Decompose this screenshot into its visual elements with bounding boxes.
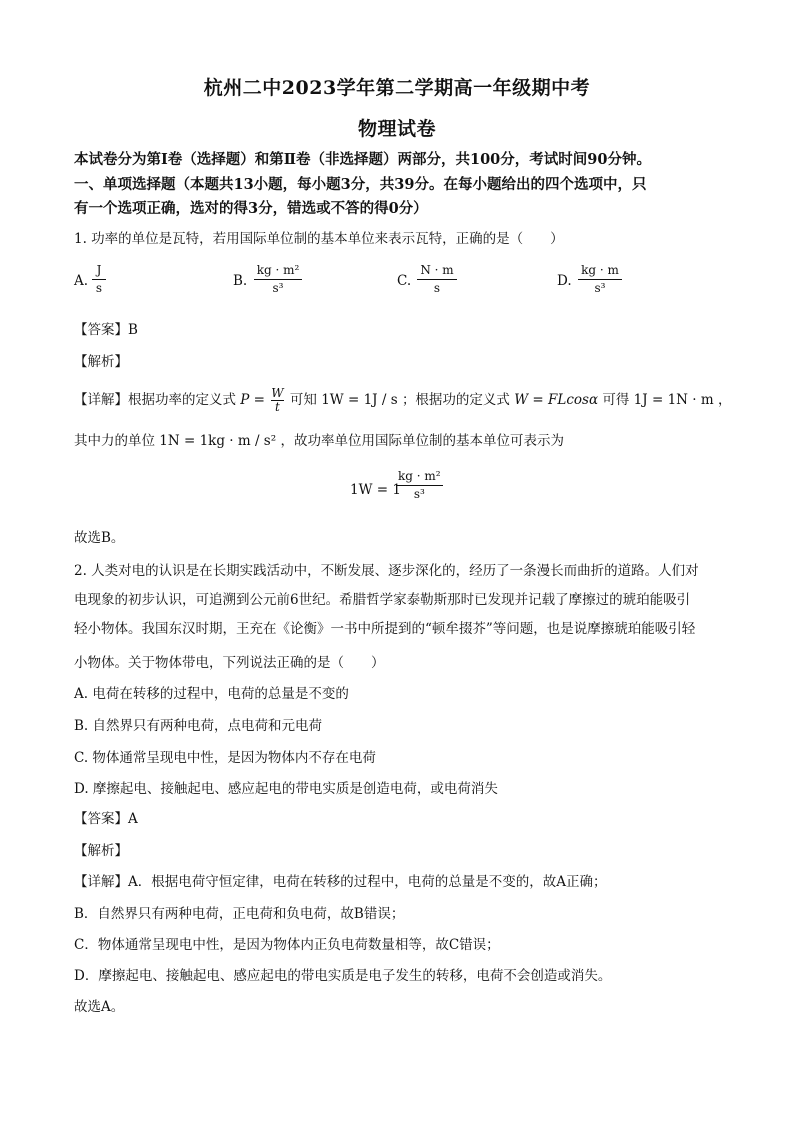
q2-stem-line3: 轻小物体。我国东汉时期，王充在《论衡》一书中所提到的“顿牟掇芥”等问题，也是说摩擦琥珀能吸引轻 xyxy=(74,621,696,637)
q1-option-b-fraction xyxy=(254,263,302,295)
q1-detail-fraction xyxy=(271,387,283,414)
q1-detail-line1 xyxy=(74,387,731,414)
q1-detail-end1: ， xyxy=(717,392,732,408)
q2-detail-c: C．物体通常呈现电中性，是因为物体内正负电荷数量相等，故C错误； xyxy=(74,937,500,953)
q1-detail-eq1: 1W = 1J / s xyxy=(321,392,398,408)
q2-stem-line4: 小物体。关于物体带电，下列说法正确的是（ ） xyxy=(74,655,385,671)
q1-detail-eq4: 1N = 1kg · m / s² xyxy=(159,433,277,449)
exam-instructions: 本试卷分为第Ⅰ卷（选择题）和第Ⅱ卷（非选择题）两部分，共100分，考试时间90分钟。 xyxy=(74,151,651,168)
q1-option-a-fraction xyxy=(92,263,106,295)
q1-option-d-letter: D. xyxy=(557,273,572,289)
q1-option-b-den: s³ xyxy=(272,281,284,295)
q1-detail-line2 xyxy=(74,429,564,449)
q1-detail-mid2: ；根据功的定义式 xyxy=(401,392,510,408)
q1-display-den: s³ xyxy=(413,487,425,501)
exam-subtitle: 物理试卷 xyxy=(357,118,436,140)
q1-option-b-letter: B. xyxy=(233,273,248,289)
q1-option-b-num: kg · m² xyxy=(256,263,300,277)
q1-stem: 1. 功率的单位是瓦特，若用国际单位制的基本单位来表示瓦特，正确的是（ ） xyxy=(74,231,564,247)
fraction-bar xyxy=(254,279,302,280)
q1-option-c-fraction xyxy=(417,263,457,295)
q2-stem-line1: 2. 人类对电的认识是在长期实践活动中，不断发展、逐步深化的，经历了一条漫长而曲折的道路。人们对 xyxy=(74,563,699,579)
q2-option-a: A. 电荷在转移的过程中，电荷的总量是不变的 xyxy=(74,686,349,702)
q1-detail-line2-post: ，故功率单位用国际单位制的基本单位可表示为 xyxy=(280,433,564,449)
q1-detail-mid1: 可知 xyxy=(289,392,317,408)
q1-display-num: kg · m² xyxy=(398,469,441,483)
q1-option-c-num: N · m xyxy=(420,263,454,277)
q1-answer: 【答案】B xyxy=(74,322,138,338)
q1-detail-formula-lhs: P = xyxy=(240,392,265,408)
q1-option-a-letter: A. xyxy=(74,273,89,289)
q1-detail-mid3: 可得 xyxy=(602,392,630,408)
q1-detail-eq3: 1J = 1N · m xyxy=(633,392,714,408)
q1-display-lhs: 1W = 1 xyxy=(350,482,401,498)
q1-option-d-fraction xyxy=(578,263,622,295)
section-heading-line1: 一、单项选择题（本题共13小题，每小题3分，共39分。在每小题给出的四个选项中，只 xyxy=(74,176,647,193)
fraction-bar xyxy=(92,279,106,280)
q2-detail-d: D．摩擦起电、接触起电、感应起电的带电实质是电子发生的转移，电荷不会创造或消失。 xyxy=(74,968,612,984)
q1-analysis-label: 【解析】 xyxy=(74,354,128,370)
q1-option-d-den: s³ xyxy=(594,281,606,295)
q2-detail-a: 【详解】A．根据电荷守恒定律，电荷在转移的过程中，电荷的总量是不变的，故A正确； xyxy=(74,874,607,890)
q1-detail-line2-pre: 其中力的单位 xyxy=(74,433,155,449)
fraction-bar xyxy=(417,279,457,280)
q1-display-equation xyxy=(350,482,401,498)
q2-stem-line2: 电现象的初步认识，可追溯到公元前6世纪。希腊哲学家泰勒斯那时已发现并记载了摩擦过的琥珀能吸引 xyxy=(74,592,691,608)
q1-detail-fraction-den: t xyxy=(275,400,280,414)
q2-conclusion: 故选A。 xyxy=(74,999,125,1015)
q1-option-c-letter: C. xyxy=(397,273,412,289)
q2-answer: 【答案】A xyxy=(74,811,138,827)
q2-detail-b: B．自然界只有两种电荷，正电荷和负电荷，故B错误； xyxy=(74,906,405,922)
q1-detail-pre: 【详解】根据功率的定义式 xyxy=(74,392,236,408)
q2-option-c: C. 物体通常呈现电中性，是因为物体内不存在电荷 xyxy=(74,750,376,766)
fraction-bar xyxy=(578,279,622,280)
q1-option-d-num: kg · m xyxy=(581,263,619,277)
q1-detail-eq2: W = FLcosα xyxy=(514,392,599,408)
section-heading-line2: 有一个选项正确，选对的得3分，错选或不答的得0分） xyxy=(74,200,428,217)
q2-option-b: B. 自然界只有两种电荷，点电荷和元电荷 xyxy=(74,718,323,734)
q1-detail-fraction-num: W xyxy=(271,386,284,400)
q2-analysis-label: 【解析】 xyxy=(74,843,128,859)
q1-option-c-den: s xyxy=(433,281,441,295)
q1-conclusion: 故选B。 xyxy=(74,530,125,546)
q1-option-a-den: s xyxy=(95,281,103,295)
q1-display-fraction xyxy=(396,469,443,501)
q1-option-a-num: J xyxy=(96,263,102,277)
fraction-bar xyxy=(396,485,443,486)
q2-option-d: D. 摩擦起电、接触起电、感应起电的带电实质是创造电荷，或电荷消失 xyxy=(74,781,498,797)
exam-title: 杭州二中2023学年第二学期高一年级期中考 xyxy=(203,77,591,99)
